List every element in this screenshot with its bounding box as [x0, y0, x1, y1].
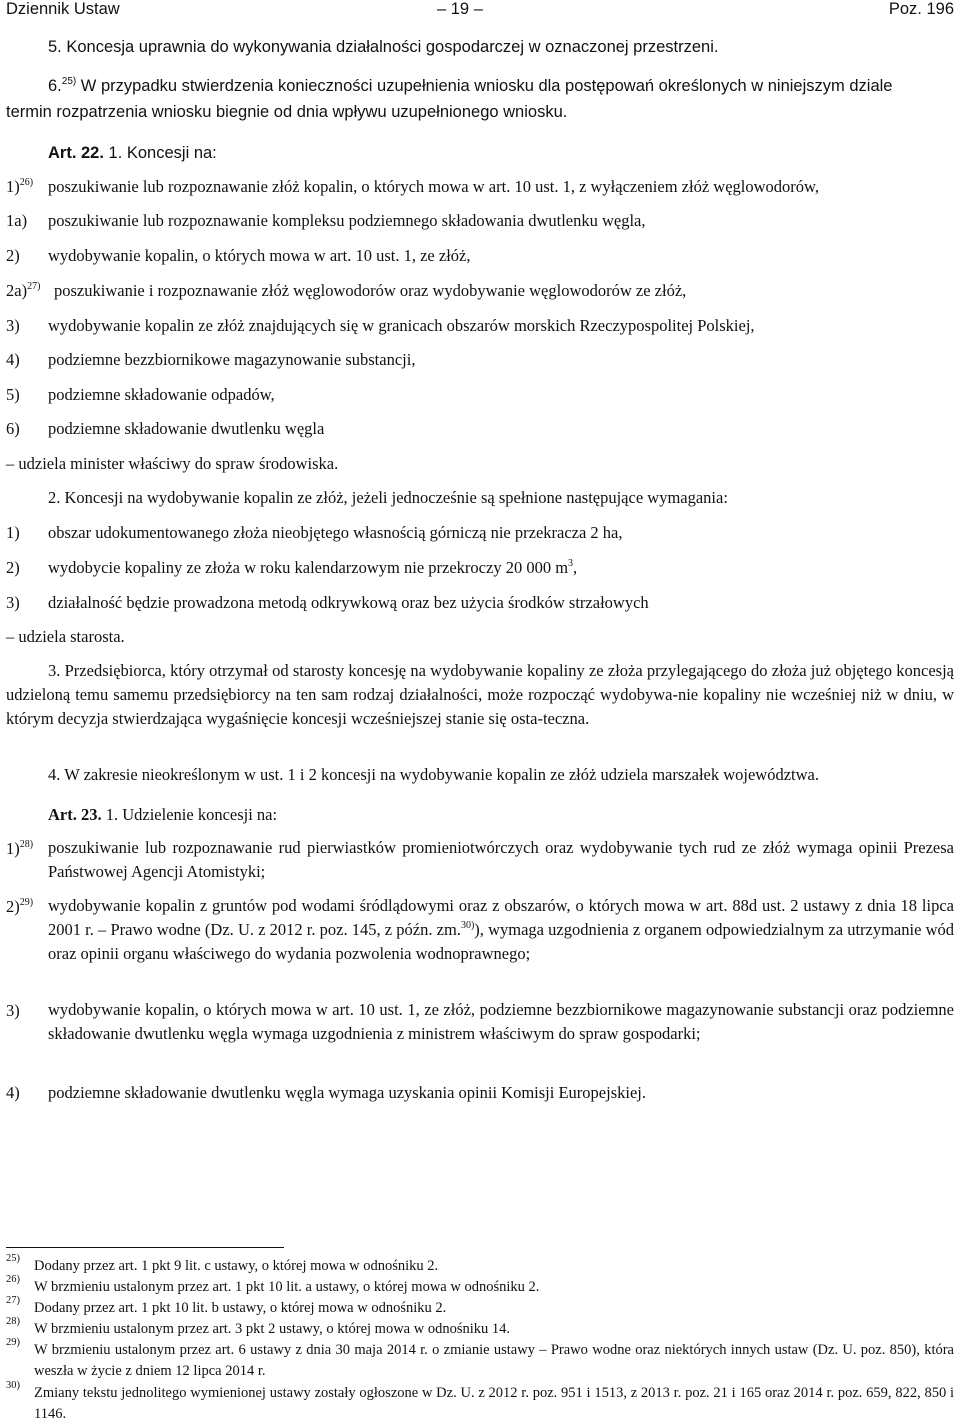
footnote-30-text: Zmiany tekstu jednolitego wymienionej ustawy zostały ogłoszone w Dz. U. z 2012 r. poz. 951 i 1513, z 2013 r. poz. 21 i 165 oraz 2014 r. poz. 659, 822, 850 i 1146.: [34, 1385, 954, 1422]
footnote-separator: [6, 1247, 284, 1248]
art22-p2-item-3-number: 3): [6, 593, 20, 612]
art23-item-4-text: podziemne składowanie dwutlenku węgla wymaga uzyskania opinii Komisji Europejskiej.: [48, 1083, 646, 1102]
footnote-ref-30[interactable]: 30): [460, 920, 475, 931]
footnote-26-text: W brzmieniu ustalonym przez art. 1 pkt 10 lit. a ustawy, o której mowa w odnośniku 2.: [34, 1279, 540, 1295]
footnote-25-number: 25): [6, 1253, 20, 1264]
paragraph-5: 5. Koncesja uprawnia do wykonywania działalności gospodarczej w oznaczonej przestrzeni.: [48, 38, 719, 56]
art22-item-5-text: podziemne składowanie odpadów,: [48, 385, 275, 404]
footnote-25-text: Dodany przez art. 1 pkt 9 lit. c ustawy, o której mowa w odnośniku 2.: [34, 1258, 439, 1274]
art23-item-3-number: 3): [6, 1001, 20, 1020]
art23-item-2-text: wydobywanie kopalin z gruntów pod wodami śródlądowymi oraz z obszarów, o których mowa w art. 88d ust. 2 ustawy z dnia 18 lipca 2001 r. – Prawo wodne (Dz. U. z 2012 r. poz. 145, z późn. zm.$^{30)}$), wymaga uzgodnienia z organem odpowiedzialnym za utrzymanie wód oraz opinii organu właściwego do wydania pozwolenia wodnoprawnego;: [48, 896, 954, 963]
art22-item-1-text: poszukiwanie lub rozpoznawanie złóż kopalin, o których mowa w art. 10 ust. 1, z wyłączeniem złóż węglowodorów,: [48, 177, 819, 196]
article-23-title: Art. 23.: [48, 805, 102, 824]
art22-item-2-text: wydobywanie kopalin, o których mowa w art. 10 ust. 1, ze złóż,: [48, 246, 471, 265]
footnote-28-number: 28): [6, 1316, 20, 1327]
footnote-ref-27[interactable]: 27): [27, 281, 41, 292]
art22-paragraph-2: 2. Koncesji na wydobywanie kopalin ze złóż, jeżeli jednocześnie są spełnione następujące wymagania:: [48, 488, 728, 507]
art22-item-1a-number: 1a): [6, 211, 28, 230]
art22-paragraph-3: 3. Przedsiębiorca, który otrzymał od starosty koncesję na wydobywanie kopaliny ze złoża przylegającego do złoża już objętego koncesją udzieloną temu samemu przedsiębiorcy na ten sam rodzaj działalności, może rozpocząć wydobywa-nie kopaliny nie wcześniej niż w dniu, w którym decyzja stwierdzająca wygaśnięcie koncesji wcześniejszej stanie się osta-teczna.: [6, 661, 954, 728]
art22-item-2a-text: poszukiwanie i rozpoznawanie złóż węglowodorów oraz wydobywanie węglowodorów ze złóż,: [54, 281, 687, 300]
cubic-superscript: 3: [568, 558, 574, 569]
footnote-29-number: 29): [6, 1337, 20, 1348]
art22-item-2a-number: 2a)$^{27)}$: [6, 281, 41, 300]
art22-p2-closing-line: – udziela starosta.: [6, 627, 125, 646]
art22-item-5-number: 5): [6, 385, 20, 404]
art22-item-1-number: 1)$^{26)}$: [6, 177, 34, 196]
position-number: Poz. 196: [888, 0, 954, 18]
art22-item-3-text: wydobywanie kopalin ze złóż znajdujących się w granicach obszarów morskich Rzeczypospolitej Polskiej,: [48, 316, 755, 335]
art22-item-4-number: 4): [6, 350, 20, 369]
footnote-28-text: W brzmieniu ustalonym przez art. 3 pkt 2 ustawy, o której mowa w odnośniku 14.: [34, 1321, 510, 1337]
art22-p2-item-1-number: 1): [6, 523, 20, 542]
journal-name: Dziennik Ustaw: [6, 0, 120, 18]
art22-item-6-number: 6): [6, 419, 20, 438]
art22-p2-item-2-number: 2): [6, 558, 20, 577]
paragraph-6-line-2: termin rozpatrzenia wniosku biegnie od dnia wpływu uzupełnionego wniosku.: [6, 103, 568, 121]
art22-p2-item-1-text: obszar udokumentowanego złoża nieobjętego własnością górniczą nie przekracza 2 ha,: [48, 523, 623, 542]
page-header: [6, 0, 954, 22]
art23-item-2-number: 2)$^{29)}$: [6, 897, 34, 916]
art22-item-4-text: podziemne bezzbiornikowe magazynowanie substancji,: [48, 350, 416, 369]
paragraph-6-line-1: 6.$^{25)}$ W przypadku stwierdzenia konieczności uzupełnienia wniosku dla postępowań określonych w niniejszym dziale: [48, 76, 893, 95]
art22-closing-line: – udziela minister właściwy do spraw środowiska.: [6, 454, 339, 473]
footnote-ref-29[interactable]: 29): [19, 897, 34, 908]
footnote-ref-25[interactable]: 25): [61, 76, 77, 87]
art23-item-1-text: poszukiwanie lub rozpoznawanie rud pierwiastków promieniotwórczych oraz wydobywanie tych rud ze złóż wymaga opinii Prezesa Państwowej Agencji Atomistyki;: [48, 838, 954, 881]
footnote-26-number: 26): [6, 1274, 20, 1285]
art23-item-1-number: 1)$^{28)}$: [6, 839, 34, 858]
art23-item-4-number: 4): [6, 1083, 20, 1102]
footnote-27-text: Dodany przez art. 1 pkt 10 lit. b ustawy, o której mowa w odnośniku 2.: [34, 1300, 447, 1316]
footnote-29-text: W brzmieniu ustalonym przez art. 6 ustawy z dnia 30 maja 2014 r. o zmianie ustawy – Prawo wodne oraz niektórych innych ustaw (Dz. U. poz. 850), która weszła w życie z dniem 12 lipca 2014 r.: [34, 1342, 954, 1379]
footnote-30-number: 30): [6, 1380, 20, 1391]
article-22-heading: Art. 22. 1. Koncesji na:: [48, 144, 217, 162]
footnote-27-number: 27): [6, 1295, 20, 1306]
page-number: – 19 –: [437, 0, 483, 18]
art22-paragraph-4: 4. W zakresie nieokreślonym w ust. 1 i 2 koncesji na wydobywanie kopalin ze złóż udziela marszałek województwa.: [48, 765, 819, 784]
art22-item-2-number: 2): [6, 246, 20, 265]
article-22-title: Art. 22.: [48, 144, 104, 162]
art22-p2-item-2-text: wydobycie kopaliny ze złoża w roku kalendarzowym nie przekroczy 20 000 $m^3$,: [48, 558, 578, 577]
art22-item-6-text: podziemne składowanie dwutlenku węgla: [48, 419, 325, 438]
article-23-heading: Art. 23. 1. Udzielenie koncesji na:: [48, 805, 278, 824]
art23-item-3-text: wydobywanie kopalin, o których mowa w art. 10 ust. 1, ze złóż, podziemne bezzbiornikowe magazynowanie substancji oraz podziemne składowanie dwutlenku węgla wymaga uzgodnienia z ministrem właściwym do spraw gospodarki;: [48, 1000, 954, 1043]
paragraph-6-number: 6.: [48, 77, 62, 95]
footnote-ref-26[interactable]: 26): [19, 177, 34, 188]
art22-item-1a-text: poszukiwanie lub rozpoznawanie kompleksu podziemnego składowania dwutlenku węgla,: [48, 211, 646, 230]
footnote-ref-28[interactable]: 28): [19, 839, 34, 850]
art22-p2-item-3-text: działalność będzie prowadzona metodą odkrywkową oraz bez użycia środków strzałowych: [48, 593, 649, 612]
art22-item-3-number: 3): [6, 316, 20, 335]
